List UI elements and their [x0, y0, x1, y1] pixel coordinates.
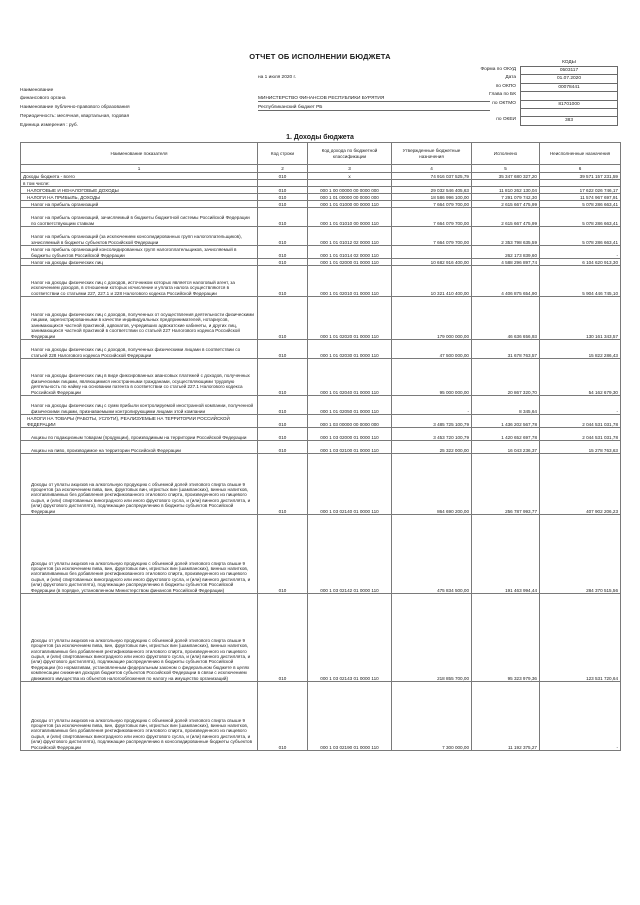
table-row [21, 259, 621, 266]
row-rest: 284 370 515,56 [540, 515, 621, 594]
budget-value: Республиканский бюджет РБ [258, 105, 490, 111]
row-done: 256 787 993,77 [472, 454, 540, 515]
row-plan: 3 453 720 100,79 [392, 428, 472, 441]
column-header: Исполнено [472, 143, 540, 165]
table-row [21, 194, 621, 201]
row-code: 010 [258, 454, 308, 515]
code-value: 81701000 [521, 100, 618, 108]
row-name: Акцизы на пиво, производимое на территории Российской Федерации [21, 441, 258, 454]
row-done: 2 615 667 475,99 [472, 208, 540, 227]
row-name: Налог на прибыль организаций консолидированных групп налогоплательщиков, зачисляемый в бюджеты субъектов Российской Федерации [21, 246, 258, 259]
row-done: 7 291 079 742,30 [472, 194, 540, 201]
column-number: 4 [392, 165, 472, 173]
row-name: Доходы от уплаты акцизов на алкогольную продукцию с объемной долей этилового спирта свыше 9 процентов (за исключением пива, вин, фруктовых вин, игристых вин (шампанских), винных напитков, изготавливаемых без добавления ректификованного этилового спирта, произведенного из пищевого сырья, и (или) спиртованных виноградного или иного фруктового сусла, и (или) винного дистиллята, и (или) фруктового дистиллята), подлежащие распределению в бюджеты субъектов Российской Федерации (по нормативам, установленным федеральным законом о федеральном бюджете в целях компенсации снижения доходов бюджетов субъектов Российской Федерации в связи с исключением движимого имущества из объектов налогообложения по налогу на имущество организаций) [21, 594, 258, 682]
row-name: в том числе: [21, 180, 258, 187]
row-plan: 7 300 000,00 [392, 682, 472, 751]
row-code: 010 [258, 428, 308, 441]
row-code: 010 [258, 441, 308, 454]
table-header-row [21, 143, 621, 165]
row-rest: 407 902 206,23 [540, 454, 621, 515]
row-code: 010 [258, 266, 308, 297]
code-value: 01.07.2020 [521, 75, 618, 83]
row-kbk: 000 1 03 02142 01 0000 110 [308, 515, 392, 594]
code-row [521, 109, 618, 117]
row-code: 010 [258, 259, 308, 266]
org-label: финансового органа [20, 96, 66, 101]
row-name: Налог на доходы физических лиц [21, 259, 258, 266]
row-done: 11 192 375,27 [472, 682, 540, 751]
row-name: Доходы бюджета - всего [21, 173, 258, 180]
code-value [521, 109, 618, 117]
report-date-line: на 1 июля 2020 г. [258, 75, 297, 80]
column-header: Код строки [258, 143, 308, 165]
table-row [21, 454, 621, 515]
row-code: 010 [258, 515, 308, 594]
table-row [21, 246, 621, 259]
row-name: Налог на доходы физических лиц с доходов, полученных от осуществления деятельности физическими лицами, зарегистрированными в качестве индивидуальных предпринимателей, нотариусов, занимающихся частной практикой, адвокатов, учредивших адвокатские кабинеты, и других лиц, занимающихся частной практикой в соответствии со статьей 227 Налогового кодекса Российской Федерации [21, 297, 258, 340]
table-row [21, 208, 621, 227]
row-plan: 218 855 700,00 [392, 594, 472, 682]
codes-table [520, 66, 618, 126]
row-kbk: 000 1 01 01012 02 0000 110 [308, 227, 392, 246]
row-rest: 15 822 286,43 [540, 340, 621, 359]
table-row [21, 415, 621, 428]
row-kbk: 000 1 03 00000 00 0000 000 [308, 415, 392, 428]
row-name: Доходы от уплаты акцизов на алкогольную продукцию с объемной долей этилового спирта свыше 9 процентов (за исключением пива, вин, фруктовых вин, игристых вин (шампанских), винных напитков, изготавливаемых без добавления ректификованного этилового спирта, произведенного из пищевого сырья, и (или) спиртованных виноградного или иного фруктового сусла, и (или) винного дистиллята, и (или) фруктового дистиллята), подлежащие распределению в бюджеты субъектов Российской Федерации [21, 454, 258, 515]
code-row [521, 92, 618, 100]
row-plan: 47 500 000,00 [392, 340, 472, 359]
row-rest: 15 278 763,63 [540, 441, 621, 454]
row-name: Налог на доходы физических лиц с сумм прибыли контролируемой иностранной компании, полученной физическими лицами, признаваемыми контролирующими лицами этой компании [21, 396, 258, 415]
row-done: 46 636 656,93 [472, 297, 540, 340]
income-table [20, 142, 621, 751]
row-plan: 18 586 996 100,00 [392, 194, 472, 201]
row-name: Налог на прибыль организаций (за исключением консолидированных групп налогоплательщиков), зачисляемый в бюджеты субъектов Российской Федерации [21, 227, 258, 246]
code-label: по ОКЕИ [496, 117, 516, 123]
org-value: МИНИСТЕРСТВО ФИНАНСОВ РЕСПУБЛИКИ БУРЯТИЯ [258, 96, 490, 102]
row-name: НАЛОГИ НА ПРИБЫЛЬ, ДОХОДЫ [21, 194, 258, 201]
row-kbk: 000 1 03 02140 01 0000 110 [308, 454, 392, 515]
row-plan: 864 690 200,00 [392, 454, 472, 515]
row-plan: 10 321 410 400,00 [392, 266, 472, 297]
row-rest: 6 104 620 913,30 [540, 259, 621, 266]
row-plan [392, 180, 472, 187]
row-code: 010 [258, 227, 308, 246]
row-rest [540, 180, 621, 187]
code-value: 00078441 [521, 83, 618, 91]
row-code: 010 [258, 359, 308, 396]
code-row [521, 100, 618, 108]
row-plan: 7 664 079 700,00 [392, 208, 472, 227]
row-code: 010 [258, 246, 308, 259]
code-value [521, 92, 618, 100]
row-name: Доходы от уплаты акцизов на алкогольную продукцию с объемной долей этилового спирта свыше 9 процентов (за исключением пива, вин, фруктовых вин, игристых вин (шампанских), винных напитков, изготавливаемых без добавления ректификованного этилового спирта, произведенного из пищевого сырья, и (или) спиртованных виноградного или иного фруктового сусла, и (или) винного дистиллята, и (или) фруктового дистиллята), подлежащие распределению в консолидированные бюджеты субъектов Российской Федерации [21, 682, 258, 751]
row-plan: 74 916 037 525,79 [392, 173, 472, 180]
code-row [521, 117, 618, 125]
row-rest: 17 622 026 746,17 [540, 187, 621, 194]
row-done: 191 463 994,44 [472, 515, 540, 594]
row-plan: 3 485 725 100,79 [392, 415, 472, 428]
row-plan: 179 000 000,00 [392, 297, 472, 340]
row-done: 262 173 839,60 [472, 246, 540, 259]
row-done: 2 353 798 635,59 [472, 227, 540, 246]
row-code: 010 [258, 187, 308, 194]
row-kbk: 000 1 03 02100 01 0000 110 [308, 441, 392, 454]
row-code: 010 [258, 297, 308, 340]
row-kbk: 000 1 01 02040 01 0000 110 [308, 359, 392, 396]
row-plan: 7 664 079 700,00 [392, 227, 472, 246]
row-code: 010 [258, 173, 308, 180]
row-rest: 5 078 286 663,41 [540, 208, 621, 227]
table-row [21, 227, 621, 246]
row-plan [392, 246, 472, 259]
row-plan: 475 834 500,00 [392, 515, 472, 594]
code-label: Глава по БК [489, 92, 516, 98]
row-code: 010 [258, 194, 308, 201]
row-rest: 2 044 531 031,78 [540, 415, 621, 428]
row-rest: 5 904 446 745,10 [540, 266, 621, 297]
table-row [21, 180, 621, 187]
row-done: 8 345,64 [472, 396, 540, 415]
row-rest: 5 078 286 663,41 [540, 227, 621, 246]
row-kbk: 000 1 01 02050 01 0000 110 [308, 396, 392, 415]
row-name: Налог на прибыль организаций, зачисляемый в бюджеты бюджетной системы Российской Федерации по соответствующим ставкам [21, 208, 258, 227]
row-kbk: 000 1 01 02020 01 0000 110 [308, 297, 392, 340]
table-row [21, 340, 621, 359]
column-number: 1 [21, 165, 258, 173]
row-code: 010 [258, 201, 308, 208]
column-header: Наименование показателя [21, 143, 258, 165]
row-kbk: 000 1 01 02010 01 0000 110 [308, 266, 392, 297]
row-code [258, 180, 308, 187]
column-header: Неисполненные назначения [540, 143, 621, 165]
row-plan: 29 032 546 405,63 [392, 187, 472, 194]
row-kbk: 000 1 01 01010 00 0000 110 [308, 208, 392, 227]
column-number: 2 [258, 165, 308, 173]
row-kbk: 000 1 03 02143 01 0000 110 [308, 594, 392, 682]
row-kbk [308, 180, 392, 187]
column-number: 5 [472, 165, 540, 173]
period-label: Периодичность: месячная, квартальная, годовая [20, 114, 130, 119]
row-name: Налог на доходы физических лиц в виде фиксированных авансовых платежей с доходов, полученных физическими лицами, являющимися иностранными гражданами, осуществляющими трудовую деятельность по найму на основании патента в соответствии со статьей 227.1 Налогового кодекса Российской Федерации [21, 359, 258, 396]
row-rest: - [540, 246, 621, 259]
row-kbk: 000 1 00 00000 00 0000 000 [308, 187, 392, 194]
row-done: 4 588 296 897,74 [472, 259, 540, 266]
code-row [521, 83, 618, 91]
row-plan: - [392, 396, 472, 415]
row-kbk: 000 1 01 01014 02 0000 110 [308, 246, 392, 259]
row-name: НАЛОГОВЫЕ И НЕНАЛОГОВЫЕ ДОХОДЫ [21, 187, 258, 194]
table-row [21, 201, 621, 208]
name-label: Наименование [20, 88, 54, 93]
table-row [21, 297, 621, 340]
column-number: 3 [308, 165, 392, 173]
column-header: Утвержденные бюджетные назначения [392, 143, 472, 165]
row-done: 1 420 652 697,78 [472, 428, 540, 441]
code-value: 383 [521, 117, 618, 125]
report-title: ОТЧЕТ ОБ ИСПОЛНЕНИИ БЮДЖЕТА [249, 52, 391, 61]
table-row [21, 359, 621, 396]
table-row [21, 515, 621, 594]
row-rest: - [540, 396, 621, 415]
table-row [21, 173, 621, 180]
row-plan: 25 322 000,00 [392, 441, 472, 454]
code-value: 0503117 [521, 67, 618, 75]
code-label: по ОКТМО [492, 100, 516, 106]
row-plan: 7 664 079 700,00 [392, 201, 472, 208]
row-done [472, 180, 540, 187]
row-done: 2 615 667 475,99 [472, 201, 540, 208]
row-kbk: 000 1 03 02190 01 0000 110 [308, 682, 392, 751]
row-rest: 54 162 679,30 [540, 359, 621, 396]
row-done: 35 347 680 327,20 [472, 173, 540, 180]
row-plan: 95 000 000,00 [392, 359, 472, 396]
row-name: Доходы от уплаты акцизов на алкогольную продукцию с объемной долей этилового спирта свыше 9 процентов (за исключением пива, вин, фруктовых вин, игристых вин (шампанских), винных напитков, изготавливаемых без добавления ректификованного этилового спирта, произведенного из пищевого сырья, и (или) спиртованных виноградного или иного фруктового сусла, и (или) винного дистиллята, и (или) фруктового дистиллята), подлежащие распределению в бюджеты субъектов Российской Федерации (в порядке, установленном Министерством финансов Российской Федерации) [21, 515, 258, 594]
table-row [21, 266, 621, 297]
codes-title: КОДЫ [562, 60, 576, 65]
row-kbk: 000 1 01 02030 01 0000 110 [308, 340, 392, 359]
code-row [521, 75, 618, 83]
row-done: 95 323 979,36 [472, 594, 540, 682]
row-code: 010 [258, 415, 308, 428]
code-label: Форма по ОКУД [480, 67, 516, 72]
row-code: 010 [258, 396, 308, 415]
section-title: 1. Доходы бюджета [286, 134, 354, 141]
column-number-row [21, 165, 621, 173]
row-kbk: х [308, 173, 392, 180]
table-row [21, 428, 621, 441]
column-number: 6 [540, 165, 621, 173]
row-name: Налог на доходы физических лиц с доходов, источником которых является налоговый агент, за исключением доходов, в отношении которых исчисление и уплата налога осуществляются в соответствии со статьями 227, 227.1 и 228 Налогового кодекса Российской Федерации [21, 266, 258, 297]
row-code: 010 [258, 682, 308, 751]
row-name: НАЛОГИ НА ТОВАРЫ (РАБОТЫ, УСЛУГИ), РЕАЛИЗУЕМЫЕ НА ТЕРРИТОРИИ РОССИЙСКОЙ ФЕДЕРАЦИИ [21, 415, 258, 428]
table-row [21, 441, 621, 454]
row-kbk: 000 1 03 02000 01 0000 110 [308, 428, 392, 441]
row-kbk: 000 1 01 00000 00 0000 000 [308, 194, 392, 201]
row-done: 4 406 875 654,90 [472, 266, 540, 297]
table-row [21, 682, 621, 751]
unit-label: Единица измерения : руб. [20, 123, 79, 128]
row-kbk: 000 1 01 02000 01 0000 110 [308, 259, 392, 266]
row-name: Акцизы по подакцизным товарам (продукции), производимым на территории Российской Федерации [21, 428, 258, 441]
row-done: 1 436 202 567,78 [472, 415, 540, 428]
row-kbk: 000 1 01 01000 00 0000 110 [308, 201, 392, 208]
row-code: 010 [258, 208, 308, 227]
row-rest: 39 571 157 231,59 [540, 173, 621, 180]
row-rest: - [540, 682, 621, 751]
row-done: 11 810 262 130,04 [472, 187, 540, 194]
row-code: 010 [258, 594, 308, 682]
row-name: Налог на прибыль организаций [21, 201, 258, 208]
row-rest: 2 044 531 031,78 [540, 428, 621, 441]
table-row [21, 594, 621, 682]
column-header: Код дохода по бюджетной классификации [308, 143, 392, 165]
row-rest: 130 161 343,57 [540, 297, 621, 340]
row-rest: 123 531 720,64 [540, 594, 621, 682]
row-done: 31 678 763,57 [472, 340, 540, 359]
table-row [21, 396, 621, 415]
row-name: Налог на доходы физических лиц с доходов, полученных физическими лицами в соответствии со статьей 228 Налогового кодекса Российской Федерации [21, 340, 258, 359]
row-done: 16 043 236,37 [472, 441, 540, 454]
row-plan: 10 682 916 400,00 [392, 259, 472, 266]
code-row [521, 67, 618, 75]
row-code: 010 [258, 340, 308, 359]
code-label: по ОКПО [495, 83, 516, 89]
row-rest: 5 078 286 663,41 [540, 201, 621, 208]
row-rest: 11 574 967 697,91 [540, 194, 621, 201]
budget-label: Наименование публично-правового образования [20, 105, 130, 110]
row-done: 20 867 320,70 [472, 359, 540, 396]
table-row [21, 187, 621, 194]
code-label: Дата [505, 75, 516, 81]
